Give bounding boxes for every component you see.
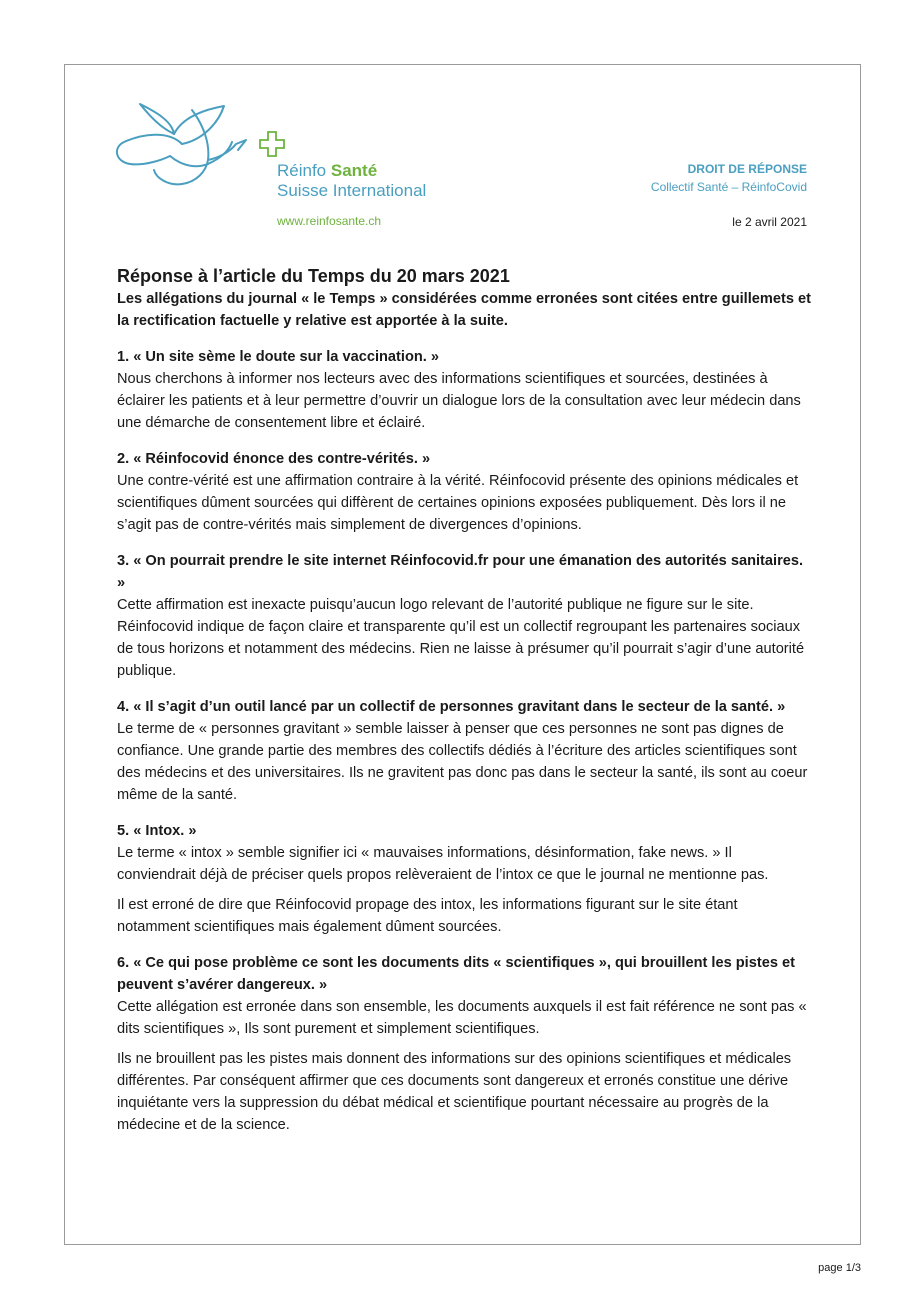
section-heading: 2. « Réinfocovid énonce des contre-vérités. » — [117, 451, 431, 467]
article-body — [117, 264, 812, 1150]
section-paragraph: Une contre-vérité est une affirmation contraire à la vérité. Réinfocovid présente des opinions médicales et scientifiques dûment sourcées qui diffèrent de certaines opinions exposées publiquement. Dès lors il ne s’agit pas de contre-vérités mais simplement de divergences d’opinions. — [117, 473, 799, 533]
section-heading: 4. « Il s’agit d’un outil lancé par un collectif de personnes gravitant dans le secteur de la santé. » — [117, 699, 786, 715]
section-heading: 5. « Intox. » — [117, 823, 197, 839]
page-number: page 1/3 — [818, 1262, 861, 1274]
section-paragraph: Le terme « intox » semble signifier ici « mauvaises informations, désinformation, fake news. » Il conviendrait déjà de préciser quels propos relèveraient de l’intox ce que le journal ne mentionne pas. — [117, 845, 769, 883]
document-date: le 2 avril 2021 — [732, 215, 807, 229]
section-paragraph: Le terme de « personnes gravitant » semble laisser à penser que ces personnes ne sont pas dignes de confiance. Une grande partie des membres des collectifs dédiés à l’écriture des articles scientifiques sont des médecins et des universitaires. Ils ne gravitent pas donc pas dans le secteur la santé, ils sont au coeur même de la santé. — [117, 721, 808, 803]
medical-cross-icon — [260, 132, 284, 156]
brand-name: Réinfo Santé — [277, 161, 378, 180]
section-heading: 6. « Ce qui pose problème ce sont les documents dits « scientifiques », qui brouillent les pistes et peuvent s’avérer dangereux. » — [117, 955, 795, 993]
section-heading: 3. « On pourrait prendre le site internet Réinfocovid.fr pour une émanation des autorités sanitaires. » — [117, 553, 804, 591]
section-1 — [117, 346, 812, 434]
section-5 — [117, 820, 812, 938]
website-link[interactable]: www.reinfosante.ch — [277, 214, 382, 228]
collective-name: Collectif Santé – RéinfoCovid — [650, 180, 807, 194]
section-2 — [117, 448, 812, 536]
brand-subtitle: Suisse International — [277, 181, 427, 200]
section-paragraph: Nous cherchons à informer nos lecteurs avec des informations scientifiques et sourcées, destinées à éclairer les patients et à leur permettre d’ouvrir un dialogue lors de la consultation avec leur médecin dans une démarche de consentement libre et éclairé. — [117, 371, 801, 431]
article-title: Réponse à l’article du Temps du 20 mars 2021 — [117, 266, 510, 286]
section-6 — [117, 952, 812, 1136]
section-paragraph: Cette allégation est erronée dans son ensemble, les documents auxquels il est fait référence ne sont pas « dits scientifiques », Ils sont purement et simplement scientifiques. — [117, 999, 807, 1037]
section-paragraph: Ils ne brouillent pas les pistes mais donnent des informations sur des opinions scientifiques et médicales différentes. Par conséquent affirmer que ces documents sont dangereux et erronés constitue une dérive inquiétante vers la suppression du débat médical et scientifique pourtant nécessaire au progrès de la médecine et de la science. — [117, 1051, 792, 1133]
section-paragraph: Cette affirmation est inexacte puisqu’aucun logo relevant de l’autorité publique ne figure sur le site. Réinfocovid indique de façon claire et transparente qu’il est un collectif regroupant les partenaires sociaux de tous horizons et notamment des médecins. Rien ne laisse à présumer qu’il pourrait s’agir d’une autorité publique. — [117, 597, 805, 679]
section-3 — [117, 550, 812, 682]
section-heading: 1. « Un site sème le doute sur la vaccination. » — [117, 349, 439, 365]
article-lead: Les allégations du journal « le Temps » considérées comme erronées sont citées entre guillemets et la rectification factuelle y relative est apportée à la suite. — [117, 291, 811, 329]
section-paragraph: Il est erroné de dire que Réinfocovid propage des intox, les informations figurant sur le site étant notamment scientifiques mais également dûment sourcées. — [117, 897, 738, 935]
section-4 — [117, 696, 812, 806]
document-type: DROIT DE RÉPONSE — [687, 162, 807, 176]
